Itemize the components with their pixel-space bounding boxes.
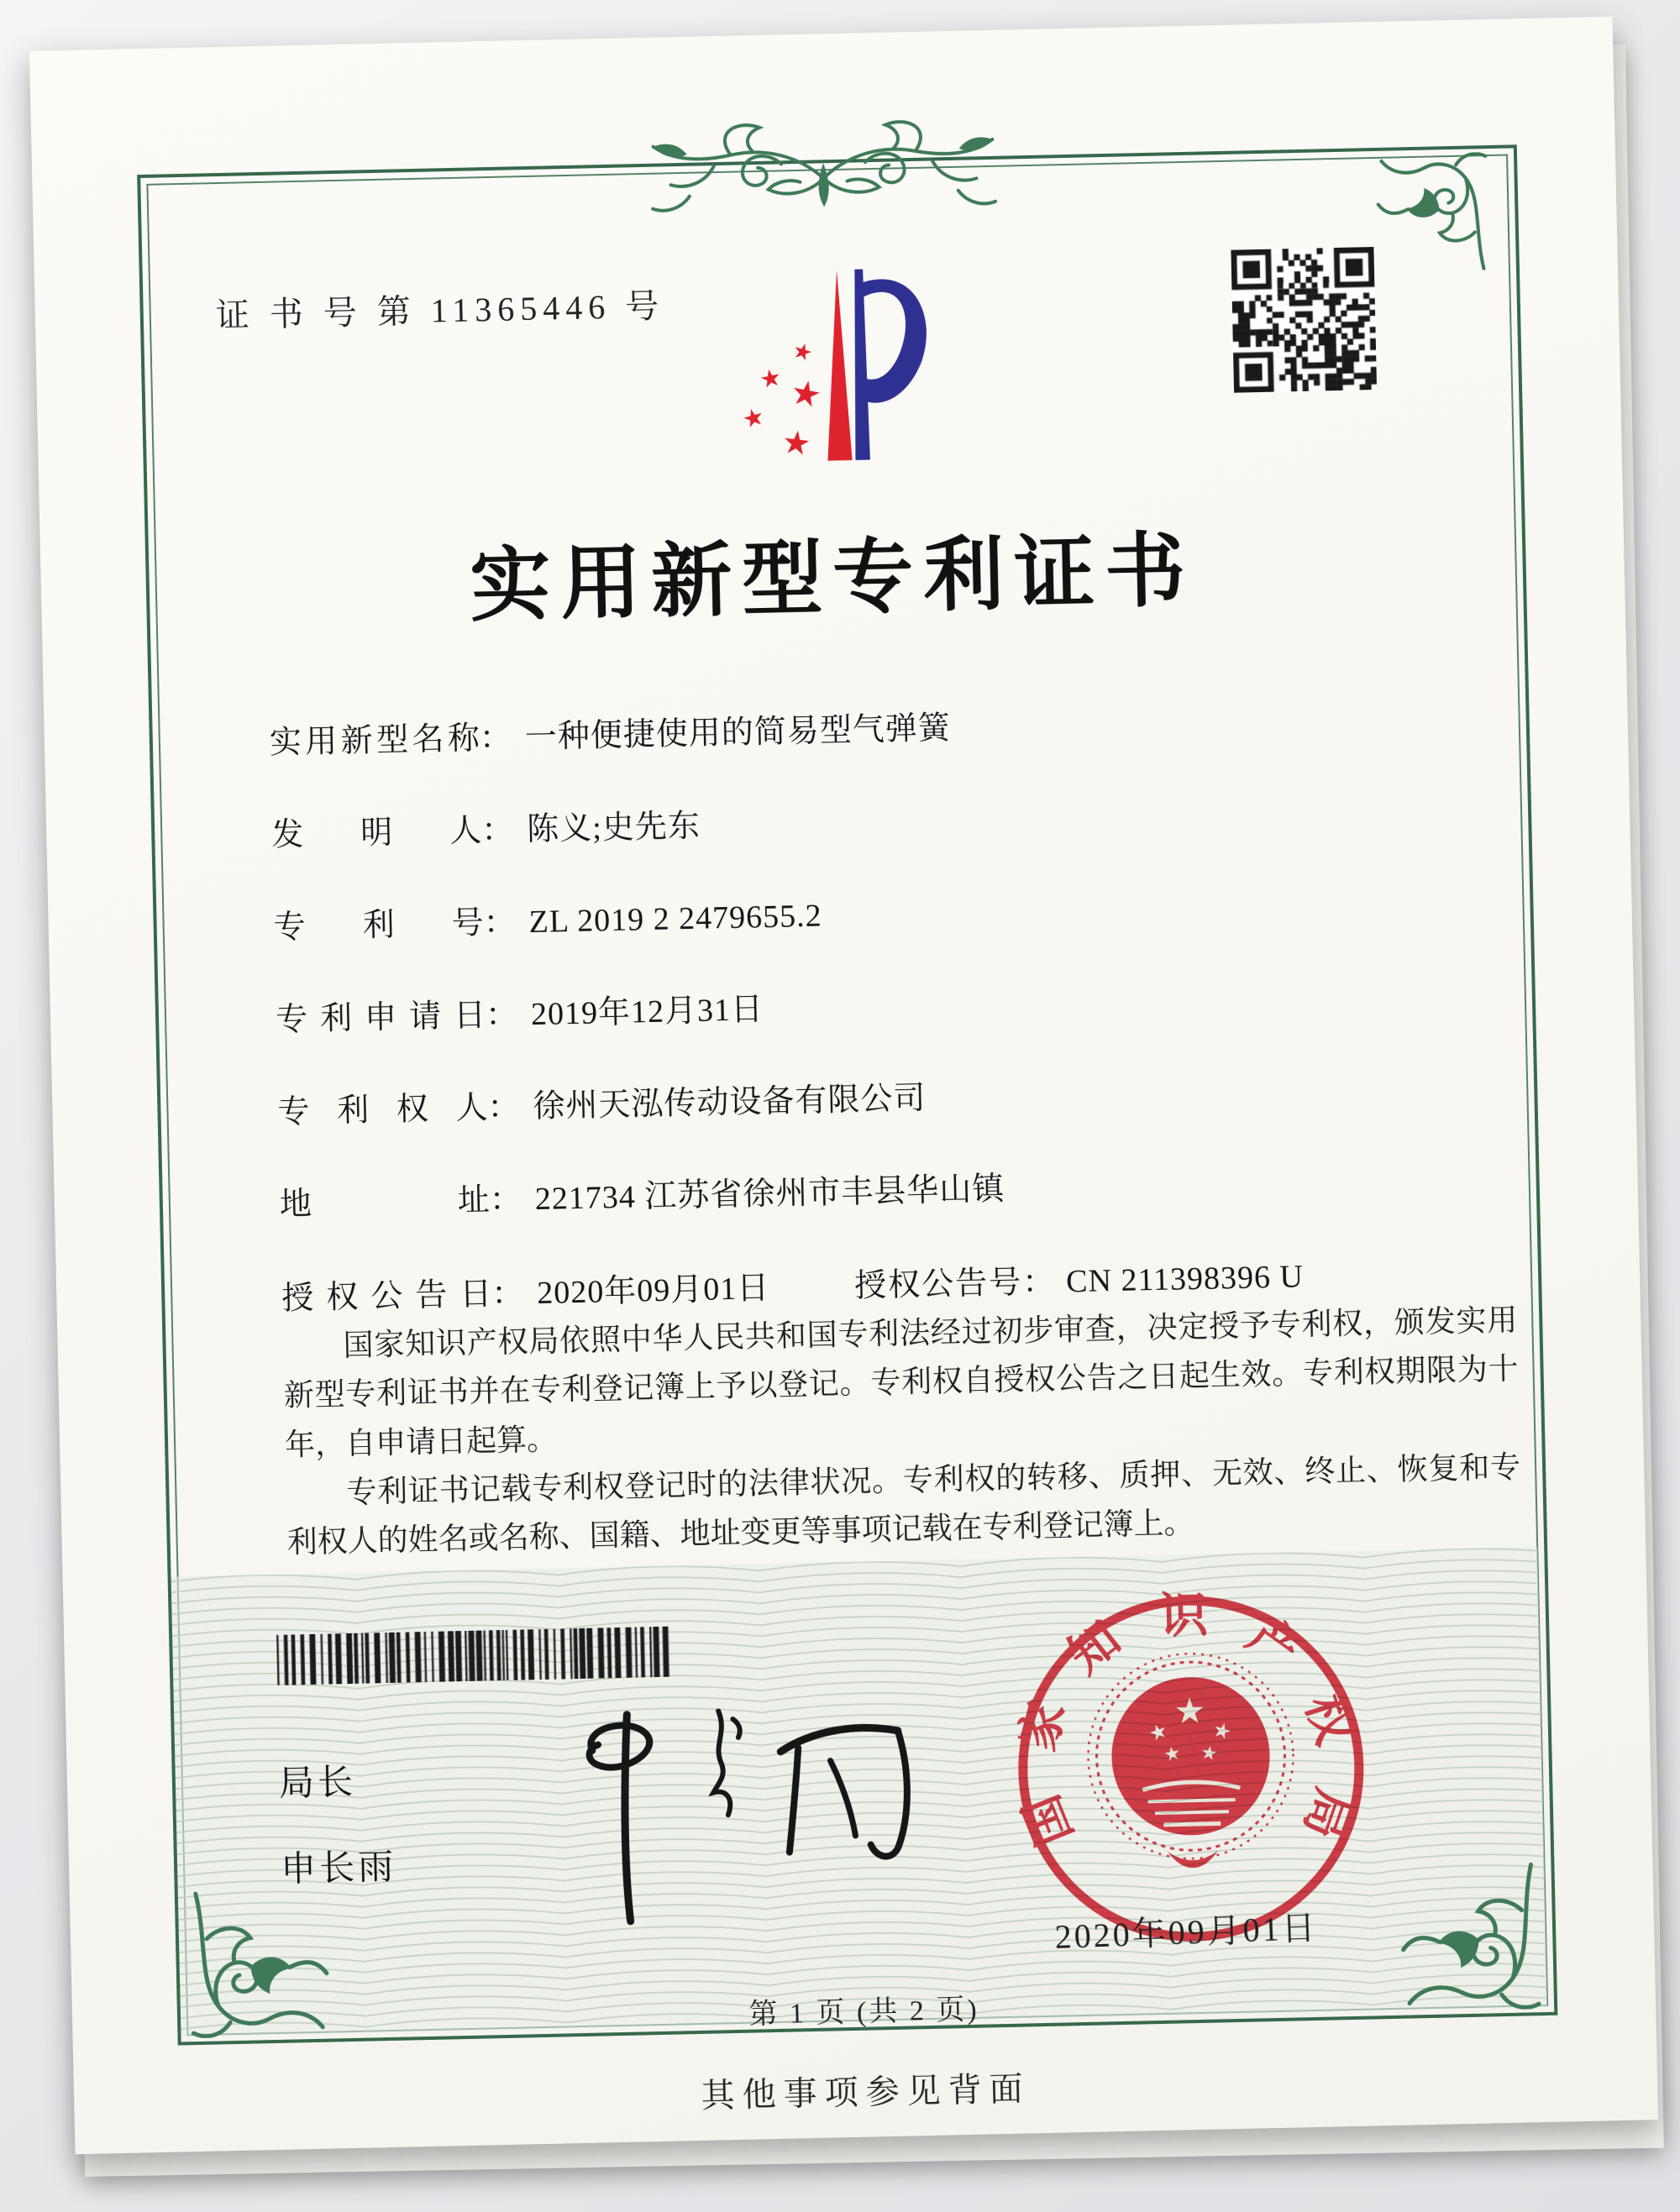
field-value: 2019年12月31日	[530, 992, 764, 1033]
legal-text	[282, 1296, 1522, 1568]
grant-number-group	[854, 1250, 1305, 1306]
field-label: 授权公告日	[281, 1276, 492, 1317]
grant-number-label: 授权公告号	[853, 1265, 1023, 1304]
certificate-number: 证 书 号 第 11365446 号	[215, 286, 665, 335]
field-colon: ：	[1021, 1264, 1055, 1301]
field-colon: ：	[487, 1089, 520, 1126]
field-colon: ：	[485, 997, 518, 1034]
qr-code	[1231, 247, 1377, 393]
field-colon: ：	[491, 1276, 524, 1313]
cnipa-logo	[676, 241, 958, 482]
field-label: 地址	[279, 1182, 491, 1223]
grant-number-value: CN 211398396 U	[1065, 1259, 1305, 1300]
field-label: 专利号	[273, 905, 485, 946]
seal-text: 国家知识产权局	[1010, 1587, 1362, 1853]
barcode	[274, 1627, 674, 1685]
director-name: 申长雨	[280, 1848, 397, 1890]
logo-blue-blade	[852, 269, 870, 459]
field-label: 实用新型名称	[269, 721, 480, 761]
director-title: 局长	[278, 1763, 357, 1804]
field-label: 发明人	[270, 813, 482, 853]
body-paragraph-1: 国家知识产权局依照中华人民共和国专利法经过初步审查，决定授予专利权，颁发实用新型专利证书并在专利登记簿上予以登记。专利权自授权公告之日起生效。专利权期限为十年，自申请日起算。	[283, 1303, 1519, 1462]
field-colon: ：	[479, 720, 512, 757]
field-row-inventor	[271, 799, 701, 855]
certificate-paper	[29, 17, 1658, 2155]
director-block	[278, 1753, 397, 1892]
field-value: 一种便捷使用的简易型气弹簧	[524, 710, 952, 756]
field-value: 徐州天泓传动设备有限公司	[533, 1080, 927, 1125]
field-label: 专利申请日	[275, 998, 486, 1038]
field-value: 陈义;史先东	[526, 808, 701, 848]
footer-note: 其他事项参见背面	[701, 2069, 1032, 2115]
national-emblem	[1086, 1652, 1296, 1870]
page-info: 第 1 页 (共 2 页)	[748, 1994, 980, 2031]
field-label: 专利权人	[277, 1090, 488, 1130]
field-value: 221734 江苏省徐州市丰县华山镇	[534, 1171, 1005, 1218]
logo-stars	[740, 340, 822, 457]
seal-date: 2020年09月01日	[1053, 1908, 1319, 1956]
logo-red-wedge	[824, 270, 853, 461]
field-value: ZL 2019 2 2479655.2	[528, 898, 823, 941]
director-signature	[518, 1675, 960, 1937]
field-colon: ：	[480, 812, 514, 849]
logo-p-bowl	[863, 278, 927, 403]
field-colon: ：	[483, 904, 517, 941]
body-paragraph-2: 专利证书记载专利权登记时的法律状况。专利权的转移、质押、无效、终止、恢复和专利权人的姓名或名称、国籍、地址变更等事项记载在专利登记簿上。	[286, 1449, 1521, 1559]
corner-flourish-top-right	[1372, 152, 1496, 276]
field-colon: ：	[489, 1182, 522, 1219]
top-border-ornament	[587, 106, 1060, 242]
field-value: 2020年09月01日	[536, 1270, 770, 1312]
certificate-title: 实用新型专利证书	[469, 525, 1197, 632]
